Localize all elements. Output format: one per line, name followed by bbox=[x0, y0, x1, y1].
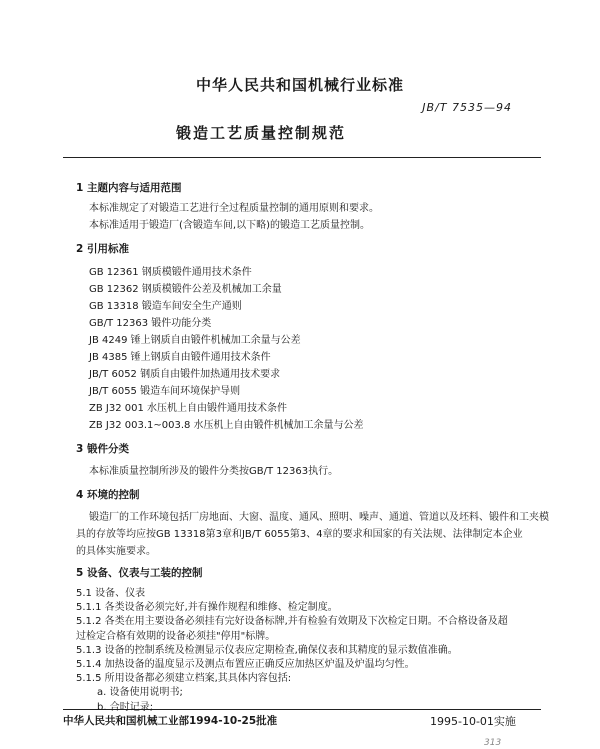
clause-5-1-2: 5.1.2 各类在用主要设备必须挂有完好设备标牌,并有检验有效期及下次检定日期。不合格设备及超 bbox=[76, 616, 508, 628]
section-5-heading: 5 设备、仪表与工装的控制 bbox=[76, 567, 203, 579]
ref-item: ZB J32 001 水压机上自由锻件通用技术条件 bbox=[89, 403, 288, 414]
clause-5-1-2-cont: 过检定合格有效期的设备必须挂"停用"标牌。 bbox=[76, 630, 276, 642]
ref-item: JB/T 6055 锻造车间环境保护导则 bbox=[89, 386, 241, 397]
org-title: 中华人民共和国机械行业标准 bbox=[195, 76, 404, 94]
section-4-line-3: 的具体实施要求。 bbox=[76, 546, 156, 557]
section-1-line-1: 本标准规定了对锻造工艺进行全过程质量控制的通用原则和要求。 bbox=[89, 203, 379, 214]
ref-item: GB 12362 钢质模锻件公差及机械加工余量 bbox=[89, 284, 282, 295]
clause-5-1-4: 5.1.4 加热设备的温度显示及测点布置应正确反应加热区炉温及炉温均匀性。 bbox=[76, 659, 415, 670]
section-3-line-1: 本标准质量控制所涉及的锻件分类按GB/T 12363执行。 bbox=[89, 466, 339, 477]
header-rule bbox=[63, 157, 541, 158]
list-item: b. 合时记录; bbox=[97, 701, 154, 713]
effective-date: 1995-10-01实施 bbox=[430, 715, 516, 728]
section-4-line-1: 锻造厂的工作环境包括厂房地面、大窗、温度、通风、照明、噪声、通道、管道以及坯料、锻件和工夹模 bbox=[89, 512, 549, 523]
list-item: a. 设备使用说明书; bbox=[97, 687, 183, 699]
clause-5-1-3: 5.1.3 设备的控制系统及检测显示仪表应定期检查,确保仪表和其精度的显示数值准确。 bbox=[76, 644, 458, 656]
clause-5-1-1: 5.1.1 各类设备必须完好,并有操作规程和维修、检定制度。 bbox=[76, 602, 338, 614]
ref-item: ZB J32 003.1~003.8 水压机上自由锻件机械加工余量与公差 bbox=[89, 420, 364, 431]
approval-text: 中华人民共和国机械工业部1994-10-25批准 bbox=[63, 715, 278, 727]
ref-item: GB 12361 钢质模锻件通用技术条件 bbox=[89, 267, 252, 278]
ref-item: JB 4385 锤上钢质自由锻件通用技术条件 bbox=[89, 352, 271, 363]
section-4-heading: 4 环境的控制 bbox=[76, 489, 140, 501]
document-title: 锻造工艺质量控制规范 bbox=[176, 124, 347, 142]
standard-number: JB/T 7535—94 bbox=[422, 101, 512, 114]
clause-5-1-5: 5.1.5 所用设备都必须建立档案,其具体内容包括: bbox=[76, 673, 292, 685]
section-4-line-2: 具的存放等均应按GB 13318第3章和JB/T 6055第3、4章的要求和国家的有关法规、法律制定本企业 bbox=[76, 529, 523, 540]
page-number: 313 bbox=[484, 738, 502, 748]
section-1-line-2: 本标准适用于锻造厂(含锻造车间,以下略)的锻造工艺质量控制。 bbox=[89, 220, 370, 231]
ref-item: JB/T 6052 钢质自由锻件加热通用技术要求 bbox=[89, 369, 281, 380]
ref-item: GB/T 12363 锻件功能分类 bbox=[89, 318, 212, 329]
section-1-heading: 1 主题内容与适用范围 bbox=[76, 182, 182, 194]
ref-item: JB 4249 锤上钢质自由锻件机械加工余量与公差 bbox=[89, 335, 301, 346]
clause-5-1: 5.1 设备、仪表 bbox=[76, 588, 146, 599]
section-2-heading: 2 引用标准 bbox=[76, 243, 129, 255]
section-3-heading: 3 锻件分类 bbox=[76, 443, 129, 455]
ref-item: GB 13318 锻造车间安全生产通则 bbox=[89, 301, 242, 312]
